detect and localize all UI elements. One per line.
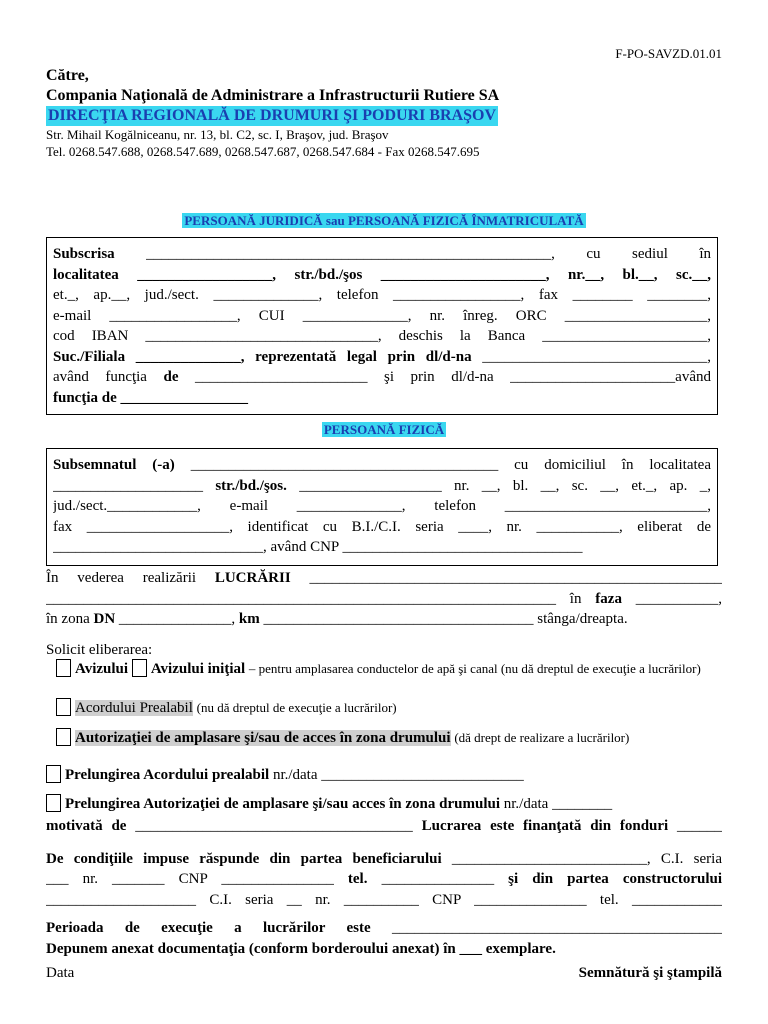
form-code: F-PO-SAVZD.01.01	[615, 46, 722, 61]
checkbox-autorizatie[interactable]	[56, 728, 71, 746]
beneficiar-row: De condiţiile impuse răspunde din partea beneficiarului __________________________, C.I. seria	[46, 850, 722, 867]
option-autorizatie: Autorizaţiei de amplasare şi/sau de acces în zona drumului (dă drept de realizare a lucrărilor)	[56, 728, 724, 746]
checkbox-acord-prealabil[interactable]	[56, 698, 71, 716]
signature-label: Semnătură şi ştampilă	[578, 965, 722, 981]
solicit-label: Solicit eliberarea:	[46, 642, 153, 658]
juridica-line-7: având funcţia de _______________________ şi prin dl/d-na ______________________având	[53, 369, 711, 385]
company-name: Compania Naţională de Administrare a Infrastructurii Rutiere SA	[46, 87, 500, 104]
juridica-box	[46, 237, 718, 415]
juridica-line-4[interactable]: e-mail _________________, CUI ______________, nr. înreg. ORC ___________________,	[53, 307, 711, 324]
constructor-row[interactable]: ____________________ C.I. seria __ nr. __________ CNP _______________ tel. ____________	[46, 891, 722, 908]
option-prelungire-acord: Prelungirea Acordului prealabil nr./data ___________________________	[46, 765, 724, 786]
anexe-row: Depunem anexat documentaţia (conform borderoului anexat) în ___ exemplare.	[46, 940, 556, 957]
faza-row: ____________________________________________________________________ în faza ___________,	[46, 590, 722, 607]
address: Str. Mihail Kogălniceanu, nr. 13, bl. C2, sc. I, Braşov, jud. Braşov	[46, 127, 389, 142]
juridica-line-6: Suc./Filiala ______________, reprezentată legal prin dl/d-na ______________________________,	[53, 348, 711, 365]
recipient-header	[46, 66, 726, 160]
perioada-row: Perioada de execuţie a lucrărilor este ____________________________________________	[46, 920, 722, 936]
recipient-to: Către,	[46, 67, 89, 84]
fizica-line-2: ____________________ str./bd./şos. ___________________ nr. __, bl. __, sc. __, et._, ap. _,	[53, 477, 711, 494]
direction-name: DIRECŢIA REGIONALĂ DE DRUMURI ŞI PODURI BRAŞOV	[48, 107, 497, 124]
checkbox-prelungire-acord[interactable]	[46, 765, 61, 783]
cnp-row: ___ nr. _______ CNP _______________ tel. _______________ şi din partea constructorului	[46, 871, 722, 887]
lucrare-row: În vederea realizării LUCRĂRII _______________________________________________________	[46, 570, 722, 586]
juridica-line-3[interactable]: et._, ap.__, jud./sect. ______________, telefon _________________, fax ________ ________,	[53, 287, 711, 303]
section-title-fizica: PERSOANĂ FIZICĂ	[323, 422, 445, 437]
juridica-line-5[interactable]: cod IBAN _______________________________, deschis la Banca ______________________,	[53, 328, 711, 344]
option-aviz: Avizului Avizului iniţial – pentru amplasarea conductelor de apă şi canal (nu dă dreptul de execuţie a lucrărilor)	[56, 659, 724, 677]
fizica-line-4[interactable]: fax ___________________, identificat cu B.I./C.I. seria ____, nr. ___________, eliberat de	[53, 518, 711, 535]
option-prelungire-autorizatie: Prelungirea Autorizaţiei de amplasare şi/sau acces în zona drumului nr./data ________	[46, 794, 724, 815]
juridica-line-1: Subscrisa ______________________________________________________, cu sediul în	[53, 246, 711, 262]
fizica-line-5[interactable]: ____________________________, având CNP ________________________________	[53, 539, 583, 555]
fizica-box	[46, 448, 718, 566]
fizica-line-1: Subsemnatul (-a) _________________________________________ cu domiciliul în localitatea	[53, 457, 711, 473]
checkbox-aviz-initial[interactable]	[132, 659, 147, 677]
checkbox-prelungire-autorizatie[interactable]	[46, 794, 61, 812]
juridica-line-2: localitatea __________________, str./bd./şos ______________________, nr.__, bl.__, sc.__,	[53, 266, 711, 283]
motivata-row: motivată de _____________________________________ Lucrarea este finanţată din fonduri ______	[46, 818, 722, 834]
zona-dn-row: în zona DN _______________, km ____________________________________ stânga/dreapta.	[46, 611, 628, 627]
date-label: Data	[46, 965, 75, 981]
juridica-line-8: funcţia de _________________	[53, 389, 248, 406]
fizica-line-3[interactable]: jud./sect.____________, e-mail ______________, telefon ___________________________,	[53, 498, 711, 514]
details-body	[46, 816, 722, 959]
phones: Tel. 0268.547.688, 0268.547.689, 0268.547.687, 0268.547.684 - Fax 0268.547.695	[46, 144, 480, 159]
section-title-juridica: PERSOANĂ JURIDICĂ sau PERSOANĂ FIZICĂ ÎNMATRICULATĂ	[184, 213, 584, 228]
option-acord: Acordului Prealabil (nu dă dreptul de execuţie a lucrărilor)	[56, 698, 724, 716]
request-body	[46, 568, 722, 630]
checkbox-aviz[interactable]	[56, 659, 71, 677]
